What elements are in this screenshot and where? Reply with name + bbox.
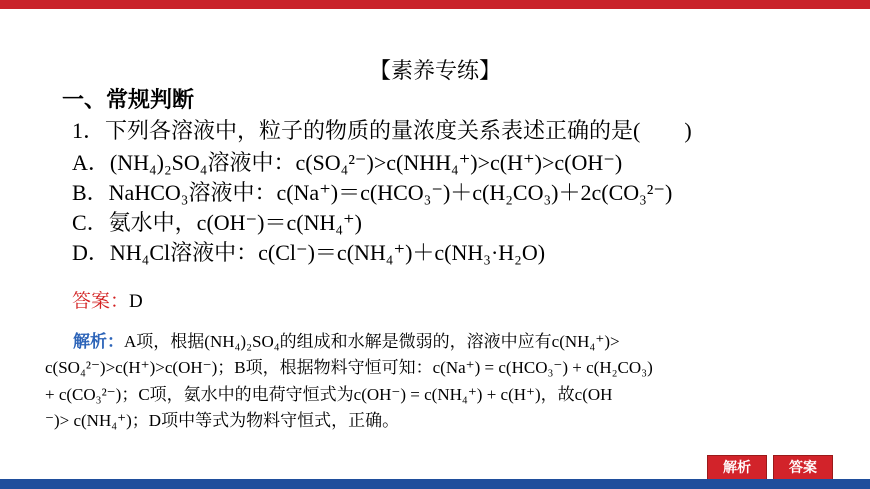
page-title: 【素养专练】 [368, 58, 501, 83]
option-a: A．(NH₄)₂SO₄溶液中：c(SO₄²⁻)>c(NHH₄⁺)>c(H⁺)>c(OH⁻) [72, 150, 623, 175]
option-c: C．氨水中，c(OH⁻)＝c(NH₄⁺) [72, 210, 362, 235]
explanation-line-2: c(SO₄²⁻)>c(H⁺)>c(OH⁻)；B项，根据物料守恒可知：c(Na⁺) = c(HCO₃⁻) + c(H₂CO₃) [45, 358, 653, 377]
explanation-line-4: ⁻)> c(NH₄⁺)；D项中等式为物料守恒式，正确。 [45, 411, 400, 430]
explain-button[interactable]: 解析 [707, 455, 767, 481]
option-d: D．NH₄Cl溶液中：c(Cl⁻)＝c(NH₄⁺)＋c(NH₃·H₂O) [72, 240, 546, 265]
answer-value: D [129, 291, 143, 312]
explanation-line-3: + c(CO₃²⁻)；C项，氨水中的电荷守恒式为c(OH⁻) = c(NH₄⁺) + c(H⁺)，故c(OH [45, 385, 613, 404]
answer-button[interactable]: 答案 [773, 455, 833, 481]
answer-block [72, 286, 143, 313]
top-accent-bar [0, 0, 870, 9]
option-b: B．NaHCO₃溶液中：c(Na⁺)＝c(HCO₃⁻)＋c(H₂CO₃)＋2c(CO₃²⁻) [72, 180, 673, 205]
explanation-label: 解析： [73, 332, 124, 351]
explanation-line-1 [73, 327, 620, 352]
question-stem: 1．下列各溶液中，粒子的物质的量浓度关系表述正确的是( ) [72, 118, 692, 143]
explanation-text-1: A项，根据(NH₄)₂SO₄的组成和水解是微弱的，溶液中应有c(NH₄⁺)> [124, 332, 620, 351]
answer-label: 答案： [72, 291, 130, 312]
section-heading: 一、常规判断 [62, 87, 195, 112]
bottom-accent-bar [0, 479, 870, 489]
